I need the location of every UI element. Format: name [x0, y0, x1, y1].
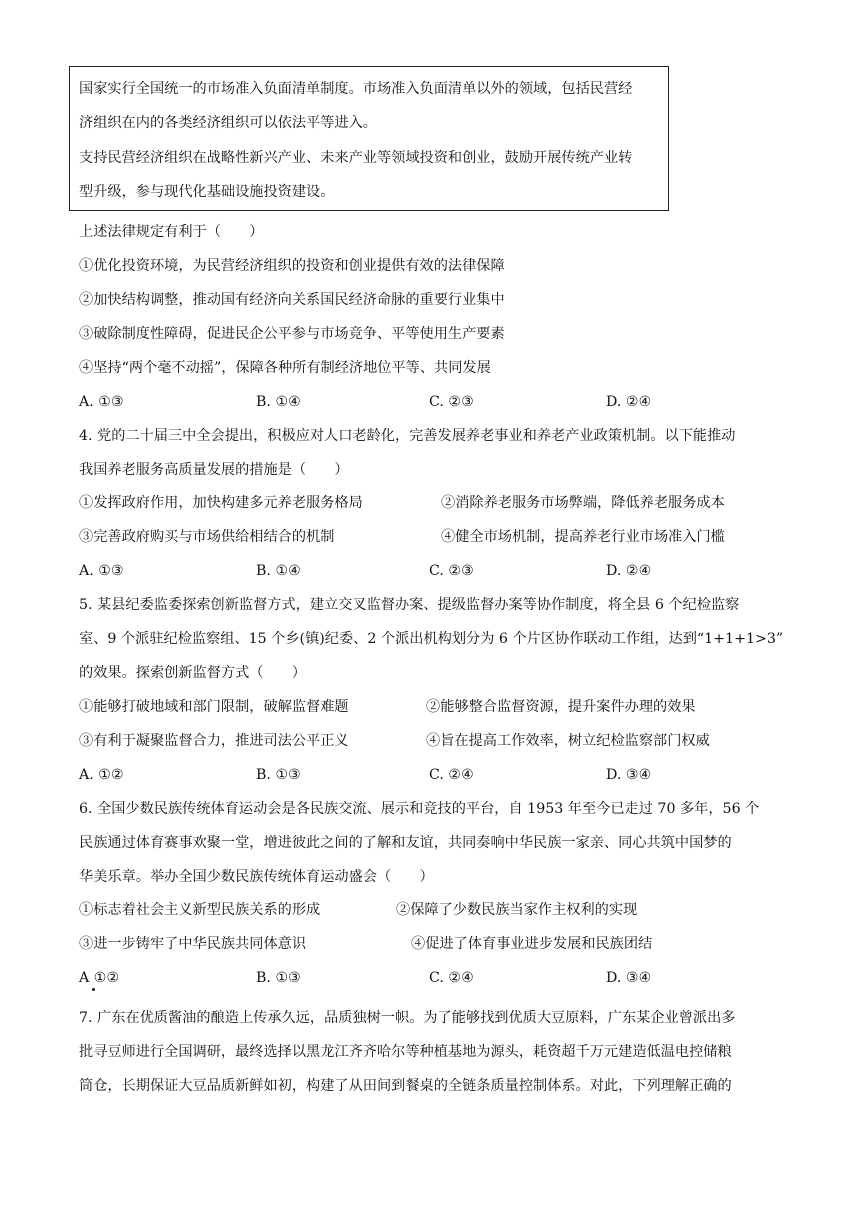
- choice-d: D. ③④: [606, 767, 652, 783]
- material-text: 支持民营经济组织在战略性新兴产业、未来产业等领域投资和创业，鼓励开展传统产业转: [79, 150, 633, 166]
- choice-a: A. ①③: [79, 394, 124, 410]
- material-text: 济组织在内的各类经济组织可以依法平等进入。: [79, 115, 377, 131]
- choice-d: D. ③④: [606, 970, 652, 986]
- choice-c: C. ②④: [429, 767, 474, 783]
- material-text: 型升级，参与现代化基础设施投资建设。: [79, 184, 335, 200]
- question-stem: 5. 某县纪委监委探索创新监督方式，建立交叉监督办案、提级监督办案等协作制度，将全县 6 个纪检监察: [79, 597, 740, 613]
- question-stem: 4. 党的二十届三中全会提出，积极应对人口老龄化，完善发展养老事业和养老产业政策机制。以下能推动: [79, 428, 736, 444]
- question-stem: 室、9 个派驻纪检监察组、15 个乡(镇)纪委、2 个派出机构划分为 6 个片区协作联动工作组，达到“1+1+1>3”: [79, 631, 784, 647]
- choice-a: A. ①②: [79, 767, 124, 783]
- question-stem: 上述法律规定有利于（ ）: [79, 224, 264, 240]
- answer-item: ③有利于凝聚监督合力，推进司法公平正义: [79, 733, 349, 749]
- question-stem: 7. 广东在优质酱油的酿造上传承久远，品质独树一帜。为了能够找到优质大豆原料，广东某企业曾派出多: [79, 1010, 736, 1026]
- answer-item: ④健全市场机制，提高养老行业市场准入门槛: [441, 529, 725, 545]
- choice-d: D. ②④: [606, 563, 652, 579]
- question-stem: 筒仓，长期保证大豆品质新鲜如初，构建了从田间到餐桌的全链条质量控制体系。对此，下列理解正确的: [79, 1078, 732, 1094]
- choice-b: B. ①④: [256, 563, 301, 579]
- choice-a: A ①②: [79, 970, 120, 986]
- choice-b: B. ①③: [256, 970, 301, 986]
- answer-item: ②加快结构调整，推动国有经济向关系国民经济命脉的重要行业集中: [79, 292, 505, 308]
- choice-d: D. ②④: [606, 394, 652, 410]
- choice-c: C. ②④: [429, 970, 474, 986]
- answer-item: ①发挥政府作用，加快构建多元养老服务格局: [79, 495, 363, 511]
- question-stem: 的效果。探索创新监督方式（ ）: [79, 665, 307, 681]
- answer-item: ①标志着社会主义新型民族关系的形成: [79, 902, 321, 918]
- answer-item: ④促进了体育事业进步发展和民族团结: [411, 936, 653, 952]
- answer-item: ④坚持“两个毫不动摇”，保障各种所有制经济地位平等、共同发展: [79, 360, 491, 376]
- stray-dot: [92, 988, 95, 991]
- answer-item: ④旨在提高工作效率，树立纪检监察部门权威: [426, 733, 710, 749]
- question-stem: 华美乐章。举办全国少数民族传统体育运动盛会（ ）: [79, 869, 434, 885]
- choice-c: C. ②③: [429, 563, 474, 579]
- question-stem: 民族通过体育赛事欢聚一堂，增进彼此之间的了解和友谊，共同奏响中华民族一家亲、同心共筑中国梦的: [79, 835, 732, 851]
- answer-item: ③破除制度性障碍，促进民企公平参与市场竞争、平等使用生产要素: [79, 326, 505, 342]
- material-text: 国家实行全国统一的市场准入负面清单制度。市场准入负面清单以外的领域，包括民营经: [79, 81, 633, 97]
- answer-item: ②消除养老服务市场弊端，降低养老服务成本: [441, 495, 725, 511]
- choice-a: A. ①③: [79, 563, 124, 579]
- answer-item: ③进一步铸牢了中华民族共同体意识: [79, 936, 307, 952]
- question-stem: 6. 全国少数民族传统体育运动会是各民族交流、展示和竞技的平台，自 1953 年至今已走过 70 多年，56 个: [79, 801, 760, 817]
- answer-item: ②能够整合监督资源，提升案件办理的效果: [426, 699, 696, 715]
- choice-c: C. ②③: [429, 394, 474, 410]
- choice-b: B. ①④: [256, 394, 301, 410]
- answer-item: ②保障了少数民族当家作主权利的实现: [396, 902, 638, 918]
- answer-item: ③完善政府购买与市场供给相结合的机制: [79, 529, 335, 545]
- answer-item: ①优化投资环境，为民营经济组织的投资和创业提供有效的法律保障: [79, 258, 505, 274]
- question-stem: 批寻豆师进行全国调研，最终选择以黑龙江齐齐哈尔等种植基地为源头，耗资超千万元建造低温电控储粮: [79, 1044, 732, 1060]
- answer-item: ①能够打破地域和部门限制，破解监督难题: [79, 699, 349, 715]
- choice-b: B. ①③: [256, 767, 301, 783]
- question-stem: 我国养老服务高质量发展的措施是（ ）: [79, 462, 349, 478]
